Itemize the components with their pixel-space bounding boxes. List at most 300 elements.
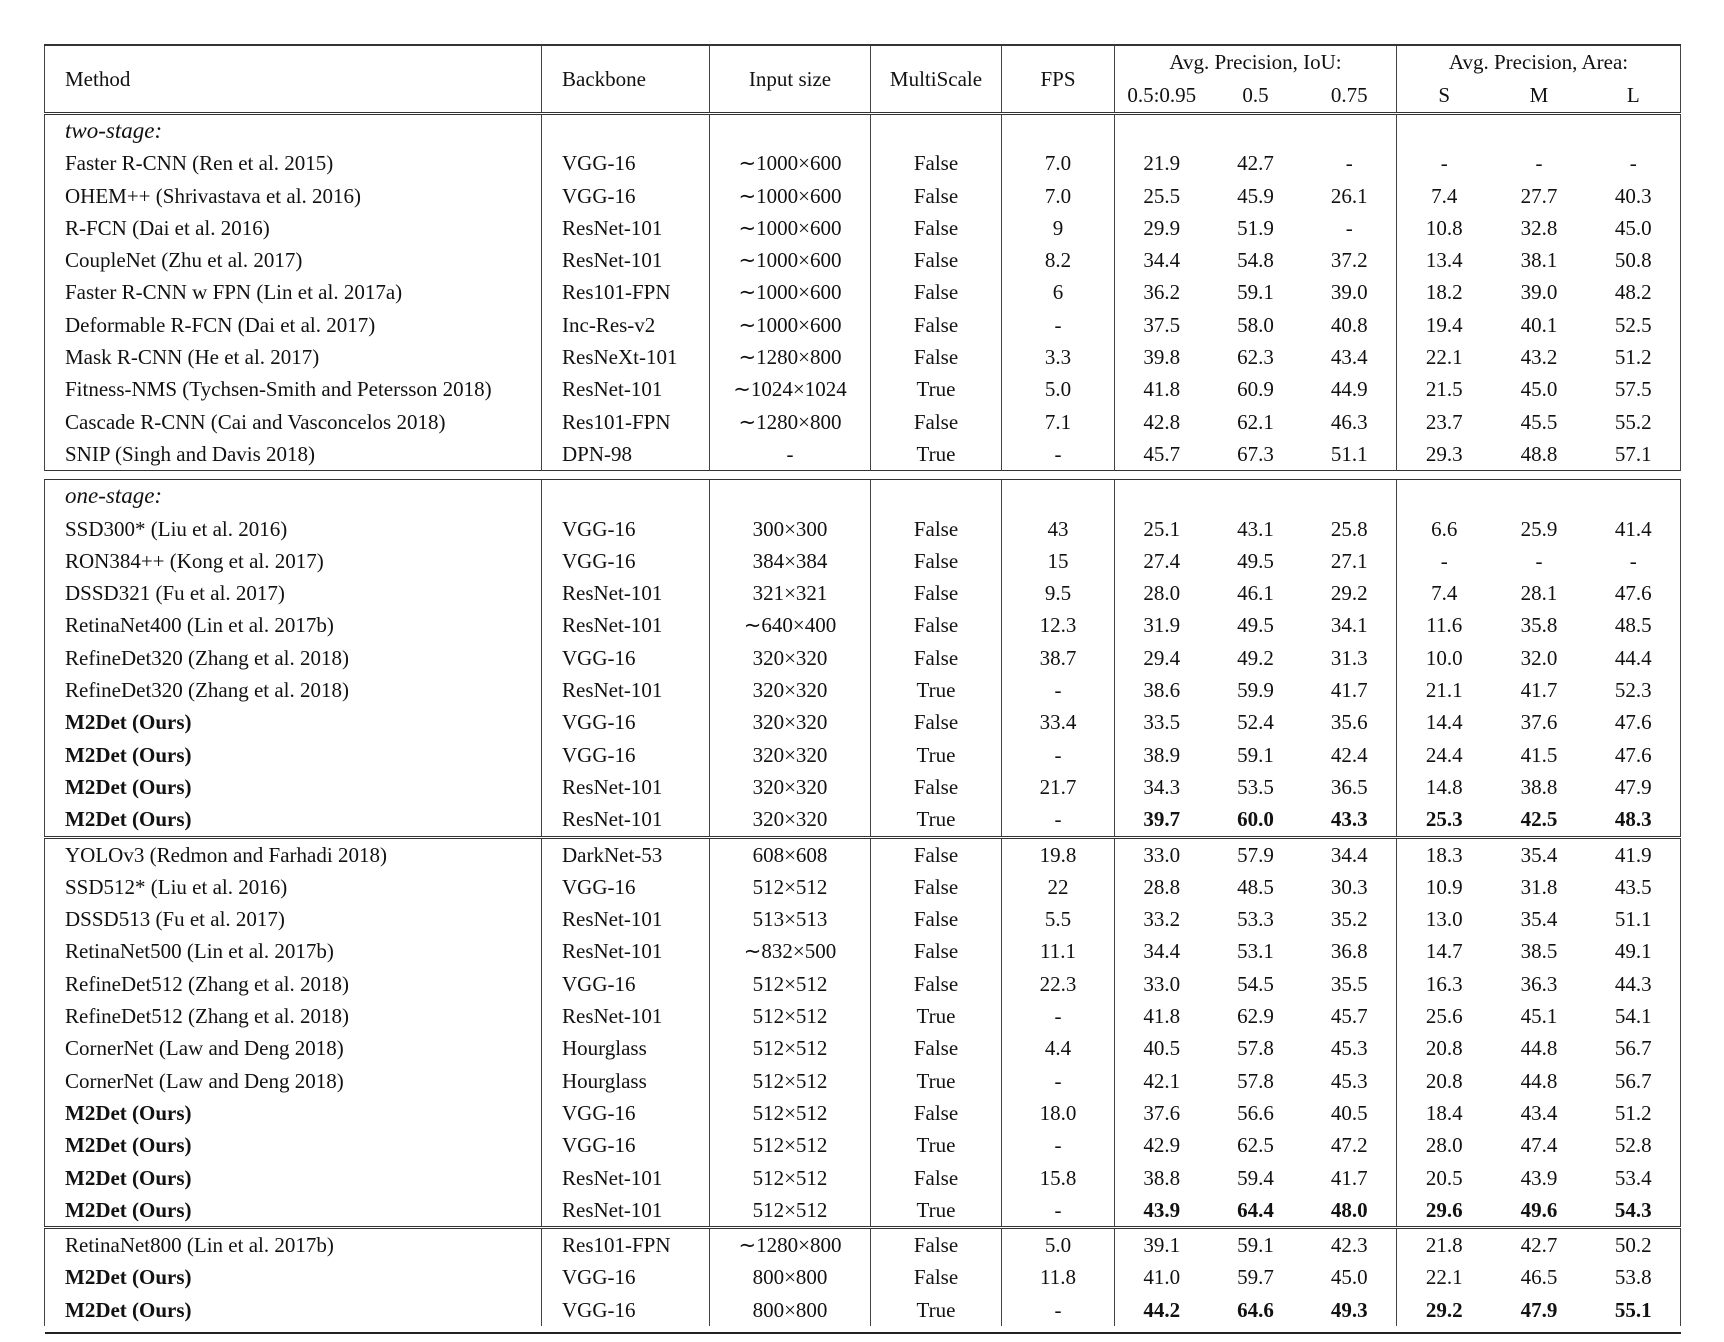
cell-ap75: 43.4 (1303, 341, 1397, 373)
cell-ap75: 45.3 (1303, 1032, 1397, 1064)
cell-ap-s: 29.3 (1425, 441, 1463, 466)
table-row (45, 513, 1681, 545)
cell-method: CornerNet (Law and Deng 2018) (45, 1065, 542, 1097)
cell-ap50: 43.1 (1237, 516, 1274, 541)
cell-input-size: 320×320 (710, 771, 871, 803)
cell-backbone: VGG-16 (542, 968, 710, 1000)
cell-ap50: 59.7 (1237, 1265, 1274, 1290)
cell-backbone: ResNet-101 (542, 609, 710, 641)
empty-cell (542, 480, 710, 513)
cell-ap75: 51.1 (1303, 438, 1397, 471)
cell-ap-s: 24.4 (1425, 742, 1463, 767)
cell-ap-m: 48.8 (1520, 441, 1558, 466)
cell-method: SNIP (Singh and Davis 2018) (45, 438, 542, 471)
cell-ap: 44.2 (1143, 1297, 1181, 1322)
cell-ap50: 46.1 (1237, 581, 1274, 606)
cell-input-size: 512×512 (710, 1000, 871, 1032)
empty-cell (1492, 114, 1587, 148)
cell-ap75: - (1303, 212, 1397, 244)
cell-ap50: 62.1 (1237, 409, 1274, 434)
cell-fps: - (1002, 1065, 1115, 1097)
cell-ap-l: 50.2 (1587, 1228, 1681, 1262)
table-row (45, 1129, 1681, 1161)
cell-ap-s: 21.1 (1425, 678, 1463, 703)
cell-backbone: ResNet-101 (542, 1194, 710, 1228)
cell-ap-s: 16.3 (1425, 971, 1463, 996)
cell-method: RefineDet320 (Zhang et al. 2018) (45, 674, 542, 706)
cell-ap-m: 45.1 (1520, 1004, 1558, 1029)
cell-ap-s: 25.6 (1425, 1004, 1463, 1029)
cell-ap-s: 14.8 (1425, 774, 1463, 799)
cell-input-size: 300×300 (710, 513, 871, 545)
cell-method: M2Det (Ours) (45, 1162, 542, 1194)
cell-ap: 28.8 (1143, 874, 1181, 899)
cell-ap: 38.9 (1143, 742, 1181, 767)
cell-ap: 39.1 (1115, 1228, 1209, 1262)
cell-backbone: ResNet-101 (542, 212, 710, 244)
cell-ap50: 56.6 (1237, 1100, 1274, 1125)
cell-ap75: 29.2 (1303, 577, 1397, 609)
cell-method: RetinaNet400 (Lin et al. 2017b) (45, 609, 542, 641)
cell-fps: 19.8 (1002, 837, 1115, 871)
table-row (45, 1261, 1681, 1293)
cell-ap-s: 11.6 (1426, 613, 1463, 638)
cell-ap50: 59.9 (1237, 678, 1274, 703)
cell-method: YOLOv3 (Redmon and Farhadi 2018) (45, 837, 542, 871)
empty-cell (1209, 480, 1303, 513)
cell-ap50: 53.1 (1237, 939, 1274, 964)
cell-ap75: 35.5 (1303, 968, 1397, 1000)
cell-ap-s: 29.2 (1425, 1297, 1463, 1322)
cell-ap50: 62.9 (1237, 1004, 1274, 1029)
cell-ap-l: 49.1 (1587, 935, 1681, 967)
cell-input-size: - (710, 438, 871, 471)
cell-ap-m: 37.6 (1520, 710, 1558, 735)
cell-multiscale: False (871, 968, 1002, 1000)
empty-cell (871, 114, 1002, 148)
cell-ap-l: - (1587, 147, 1681, 179)
cell-input-size: ∼1000×600 (710, 276, 871, 308)
cell-ap-s: 19.4 (1425, 312, 1463, 337)
header-ap-area-s: S (1397, 79, 1492, 114)
table-row (45, 1294, 1681, 1326)
cell-ap50: 53.5 (1237, 774, 1274, 799)
cell-fps: 4.4 (1002, 1032, 1115, 1064)
empty-cell (1397, 114, 1492, 148)
cell-ap50: 45.9 (1237, 183, 1274, 208)
cell-ap-m: - (1535, 548, 1543, 573)
cell-ap: 42.9 (1143, 1133, 1181, 1158)
cell-ap75: 31.3 (1303, 642, 1397, 674)
cell-ap50: 60.0 (1237, 807, 1274, 832)
cell-input-size: ∼1280×800 (710, 1228, 871, 1262)
cell-ap75: 44.9 (1303, 373, 1397, 405)
cell-method: M2Det (Ours) (45, 706, 542, 738)
table-row (45, 244, 1681, 276)
cell-ap: 27.4 (1143, 548, 1181, 573)
cell-ap: 33.0 (1143, 971, 1181, 996)
bottom-rule (45, 1326, 1681, 1333)
cell-ap-m: 41.7 (1520, 678, 1558, 703)
cell-fps: 33.4 (1002, 706, 1115, 738)
cell-ap75: 36.5 (1303, 771, 1397, 803)
cell-ap-s: 10.9 (1425, 874, 1463, 899)
cell-fps: 18.0 (1002, 1097, 1115, 1129)
cell-input-size: ∼832×500 (710, 935, 871, 967)
cell-fps: 9 (1002, 212, 1115, 244)
cell-multiscale: False (871, 1097, 1002, 1129)
cell-ap50: 58.0 (1237, 312, 1274, 337)
cell-method: M2Det (Ours) (45, 771, 542, 803)
empty-cell (1002, 480, 1115, 513)
section-gap (45, 471, 1681, 480)
cell-ap-l: 48.5 (1587, 609, 1681, 641)
cell-ap-m: 39.0 (1520, 280, 1558, 305)
cell-backbone: VGG-16 (542, 513, 710, 545)
cell-ap75: 39.0 (1303, 276, 1397, 308)
cell-fps: 8.2 (1002, 244, 1115, 276)
table-row (45, 1162, 1681, 1194)
cell-ap: 41.8 (1143, 377, 1181, 402)
cell-ap50: 48.5 (1237, 874, 1274, 899)
cell-ap-s: 18.4 (1425, 1100, 1463, 1125)
empty-cell (1397, 480, 1492, 513)
cell-multiscale: False (871, 309, 1002, 341)
table-bottom-rule (45, 1326, 1681, 1333)
cell-ap: 31.9 (1143, 613, 1181, 638)
cell-ap-s: 20.8 (1425, 1068, 1463, 1093)
cell-ap-l: 57.1 (1587, 438, 1681, 471)
cell-fps: 11.1 (1002, 935, 1115, 967)
cell-ap75: 25.8 (1303, 513, 1397, 545)
cell-input-size: 320×320 (710, 706, 871, 738)
cell-backbone: ResNet-101 (542, 935, 710, 967)
cell-fps: 6 (1002, 276, 1115, 308)
cell-multiscale: True (871, 803, 1002, 837)
cell-ap-s: 6.6 (1431, 516, 1458, 541)
table-row (45, 739, 1681, 771)
cell-ap-l: 57.5 (1587, 373, 1681, 405)
table-row (45, 935, 1681, 967)
empty-cell (1303, 114, 1397, 148)
cell-method: M2Det (Ours) (45, 1129, 542, 1161)
cell-backbone: ResNet-101 (542, 1000, 710, 1032)
table-row (45, 341, 1681, 373)
cell-ap-m: 40.1 (1520, 312, 1558, 337)
cell-ap-l: 56.7 (1587, 1065, 1681, 1097)
table-row (45, 309, 1681, 341)
cell-fps: 3.3 (1002, 341, 1115, 373)
cell-ap50: 54.8 (1237, 248, 1274, 273)
cell-ap: 34.4 (1143, 939, 1181, 964)
cell-ap: 42.8 (1143, 409, 1181, 434)
cell-fps: - (1002, 1294, 1115, 1326)
cell-ap-s: 21.8 (1397, 1228, 1492, 1262)
cell-method: Faster R-CNN w FPN (Lin et al. 2017a) (45, 276, 542, 308)
cell-multiscale: False (871, 771, 1002, 803)
cell-ap75: 40.8 (1303, 309, 1397, 341)
header-ap-iou-0595: 0.5:0.95 (1115, 79, 1209, 114)
cell-multiscale: True (871, 1065, 1002, 1097)
cell-ap: 40.5 (1143, 1036, 1181, 1061)
cell-ap-l: 48.2 (1587, 276, 1681, 308)
cell-ap-l: 41.4 (1587, 513, 1681, 545)
table-row (45, 1228, 1681, 1262)
cell-ap: 39.7 (1143, 807, 1181, 832)
cell-ap-s: 7.4 (1431, 183, 1458, 208)
cell-ap50: 64.4 (1237, 1197, 1274, 1222)
cell-ap-l: 47.6 (1587, 706, 1681, 738)
cell-ap75: 41.7 (1303, 1162, 1397, 1194)
cell-method: RefineDet512 (Zhang et al. 2018) (45, 968, 542, 1000)
cell-ap75: 48.0 (1303, 1194, 1397, 1228)
cell-ap-m: 36.3 (1520, 971, 1558, 996)
cell-ap: 41.8 (1143, 1004, 1181, 1029)
cell-backbone: ResNet-101 (542, 244, 710, 276)
empty-cell (1002, 114, 1115, 148)
cell-multiscale: True (871, 674, 1002, 706)
table-row (45, 609, 1681, 641)
cell-fps: 5.0 (1002, 373, 1115, 405)
cell-multiscale: False (871, 147, 1002, 179)
cell-ap: 36.2 (1143, 280, 1181, 305)
cell-ap50: 62.3 (1237, 345, 1274, 370)
results-table (44, 44, 1681, 1334)
cell-ap-m: 35.4 (1520, 907, 1558, 932)
cell-ap-m: 27.7 (1520, 183, 1558, 208)
cell-multiscale: False (871, 577, 1002, 609)
cell-ap-l: 53.8 (1587, 1261, 1681, 1293)
cell-ap-s: 23.7 (1425, 409, 1463, 434)
cell-method: Faster R-CNN (Ren et al. 2015) (45, 147, 542, 179)
cell-ap-m: 35.4 (1492, 837, 1587, 871)
cell-ap: 42.1 (1143, 1068, 1181, 1093)
cell-backbone: ResNet-101 (542, 674, 710, 706)
cell-fps: 43 (1002, 513, 1115, 545)
cell-ap: 33.2 (1143, 907, 1181, 932)
cell-ap-s: 18.3 (1397, 837, 1492, 871)
empty-cell (1209, 114, 1303, 148)
cell-multiscale: False (871, 406, 1002, 438)
cell-input-size: ∼1000×600 (710, 309, 871, 341)
cell-ap-s: 18.2 (1425, 280, 1463, 305)
cell-multiscale: False (871, 837, 1002, 871)
table-row (45, 180, 1681, 212)
table-row (45, 438, 1681, 471)
cell-backbone: VGG-16 (542, 739, 710, 771)
cell-fps: 22.3 (1002, 968, 1115, 1000)
table-row (45, 406, 1681, 438)
cell-method: M2Det (Ours) (45, 1097, 542, 1129)
cell-method: RON384++ (Kong et al. 2017) (45, 545, 542, 577)
cell-ap75: 27.1 (1303, 545, 1397, 577)
cell-ap-l: 47.9 (1587, 771, 1681, 803)
cell-fps: 15.8 (1002, 1162, 1115, 1194)
cell-ap-m: 42.5 (1520, 807, 1558, 832)
cell-backbone: VGG-16 (542, 871, 710, 903)
cell-multiscale: False (871, 180, 1002, 212)
cell-ap-m: 46.5 (1520, 1265, 1558, 1290)
cell-ap-l: 55.1 (1587, 1294, 1681, 1326)
cell-method: Mask R-CNN (He et al. 2017) (45, 341, 542, 373)
empty-cell (1303, 480, 1397, 513)
cell-ap75: 34.4 (1303, 837, 1397, 871)
cell-backbone: ResNet-101 (542, 577, 710, 609)
table-row (45, 968, 1681, 1000)
cell-method: R-FCN (Dai et al. 2016) (45, 212, 542, 244)
cell-method: RetinaNet800 (Lin et al. 2017b) (45, 1228, 542, 1262)
cell-ap-l: - (1587, 545, 1681, 577)
cell-multiscale: False (871, 1032, 1002, 1064)
cell-ap75: 42.3 (1303, 1228, 1397, 1262)
cell-ap-m: 47.9 (1520, 1297, 1558, 1322)
cell-ap-s: 25.3 (1425, 807, 1463, 832)
cell-multiscale: False (871, 276, 1002, 308)
cell-fps: 5.5 (1002, 903, 1115, 935)
cell-ap75: - (1303, 147, 1397, 179)
empty-cell (1115, 480, 1209, 513)
cell-ap: 29.9 (1143, 215, 1181, 240)
cell-input-size: 800×800 (710, 1261, 871, 1293)
cell-input-size: 512×512 (710, 1097, 871, 1129)
cell-ap: 41.0 (1143, 1265, 1181, 1290)
cell-method: M2Det (Ours) (45, 1194, 542, 1228)
cell-fps: - (1002, 1129, 1115, 1161)
cell-method: M2Det (Ours) (45, 1294, 542, 1326)
cell-input-size: ∼1280×800 (710, 341, 871, 373)
cell-ap75: 36.8 (1303, 935, 1397, 967)
cell-fps: 11.8 (1002, 1261, 1115, 1293)
cell-multiscale: True (871, 1129, 1002, 1161)
table-row (45, 212, 1681, 244)
cell-input-size: ∼1000×600 (710, 212, 871, 244)
header-multiscale: MultiScale (871, 45, 1002, 114)
cell-multiscale: False (871, 706, 1002, 738)
cell-input-size: 512×512 (710, 1065, 871, 1097)
cell-ap: 21.9 (1143, 151, 1181, 176)
cell-multiscale: True (871, 1194, 1002, 1228)
cell-ap-s: 20.8 (1425, 1036, 1463, 1061)
cell-backbone: VGG-16 (542, 180, 710, 212)
cell-multiscale: False (871, 871, 1002, 903)
cell-ap-s: 13.4 (1425, 248, 1463, 273)
cell-ap-s: 28.0 (1425, 1133, 1463, 1158)
cell-fps: 21.7 (1002, 771, 1115, 803)
cell-fps: 9.5 (1002, 577, 1115, 609)
cell-ap-l: 44.3 (1587, 968, 1681, 1000)
cell-ap-m: 44.8 (1520, 1068, 1558, 1093)
cell-method: Deformable R-FCN (Dai et al. 2017) (45, 309, 542, 341)
cell-input-size: ∼1280×800 (710, 406, 871, 438)
cell-ap-m: 38.1 (1520, 248, 1558, 273)
cell-ap: 38.8 (1143, 1165, 1181, 1190)
table-row (45, 577, 1681, 609)
empty-cell (1115, 114, 1209, 148)
cell-ap-m: 28.1 (1520, 581, 1558, 606)
section-label: two-stage: (45, 114, 542, 148)
cell-backbone: ResNet-101 (542, 1162, 710, 1194)
cell-ap50: 64.6 (1237, 1297, 1274, 1322)
cell-ap-l: 53.4 (1587, 1162, 1681, 1194)
cell-ap-m: 44.8 (1520, 1036, 1558, 1061)
cell-ap50: 67.3 (1237, 441, 1274, 466)
cell-ap-l: 52.5 (1587, 309, 1681, 341)
header-ap-iou-075: 0.75 (1303, 79, 1397, 114)
header-input-size: Input size (710, 45, 871, 114)
cell-ap50: 51.9 (1237, 215, 1274, 240)
empty-cell (710, 114, 871, 148)
cell-ap-m: 35.8 (1520, 613, 1558, 638)
cell-fps: 38.7 (1002, 642, 1115, 674)
table-row (45, 276, 1681, 308)
cell-input-size: ∼1024×1024 (710, 373, 871, 405)
cell-backbone: Hourglass (542, 1065, 710, 1097)
cell-ap: 45.7 (1143, 441, 1181, 466)
cell-multiscale: True (871, 438, 1002, 471)
cell-ap: 37.6 (1143, 1100, 1181, 1125)
cell-method: M2Det (Ours) (45, 803, 542, 837)
cell-multiscale: False (871, 1261, 1002, 1293)
cell-ap: 33.5 (1143, 710, 1181, 735)
cell-ap-l: 52.8 (1587, 1129, 1681, 1161)
cell-ap-s: 14.4 (1425, 710, 1463, 735)
cell-fps: - (1002, 1194, 1115, 1228)
cell-method: SSD300* (Liu et al. 2016) (45, 513, 542, 545)
cell-ap: 25.1 (1143, 516, 1181, 541)
cell-ap75: 45.7 (1303, 1000, 1397, 1032)
cell-ap: 37.5 (1143, 312, 1181, 337)
cell-backbone: Hourglass (542, 1032, 710, 1064)
cell-fps: 7.0 (1002, 180, 1115, 212)
section-label: one-stage: (45, 480, 542, 513)
cell-multiscale: False (871, 513, 1002, 545)
cell-backbone: VGG-16 (542, 1261, 710, 1293)
cell-backbone: Inc-Res-v2 (542, 309, 710, 341)
cell-multiscale: False (871, 212, 1002, 244)
cell-multiscale: True (871, 1294, 1002, 1326)
cell-ap-m: 49.6 (1520, 1197, 1558, 1222)
cell-ap-s: 20.5 (1425, 1165, 1463, 1190)
cell-ap50: 53.3 (1237, 907, 1274, 932)
cell-ap-l: 50.8 (1587, 244, 1681, 276)
cell-input-size: 800×800 (710, 1294, 871, 1326)
cell-method: OHEM++ (Shrivastava et al. 2016) (45, 180, 542, 212)
cell-ap-s: - (1440, 548, 1448, 573)
cell-method: Fitness-NMS (Tychsen-Smith and Petersson 2018) (45, 373, 542, 405)
cell-input-size: 320×320 (710, 674, 871, 706)
cell-backbone: VGG-16 (542, 642, 710, 674)
cell-ap-m: 47.4 (1520, 1133, 1558, 1158)
cell-ap-l: 45.0 (1587, 212, 1681, 244)
cell-input-size: 512×512 (710, 871, 871, 903)
cell-ap-l: 47.6 (1587, 739, 1681, 771)
cell-multiscale: False (871, 545, 1002, 577)
cell-backbone: VGG-16 (542, 706, 710, 738)
cell-ap75: 45.3 (1303, 1065, 1397, 1097)
header-ap-area-m: M (1492, 79, 1587, 114)
section-divider (45, 471, 1681, 480)
cell-backbone: VGG-16 (542, 1129, 710, 1161)
cell-ap-l: 51.2 (1587, 341, 1681, 373)
cell-input-size: ∼1000×600 (710, 147, 871, 179)
cell-ap50: 59.1 (1237, 280, 1274, 305)
cell-method: CoupleNet (Zhu et al. 2017) (45, 244, 542, 276)
cell-multiscale: False (871, 642, 1002, 674)
cell-input-size: ∼640×400 (710, 609, 871, 641)
cell-ap-s: 21.5 (1425, 377, 1463, 402)
cell-method: CornerNet (Law and Deng 2018) (45, 1032, 542, 1064)
cell-backbone: ResNet-101 (542, 771, 710, 803)
